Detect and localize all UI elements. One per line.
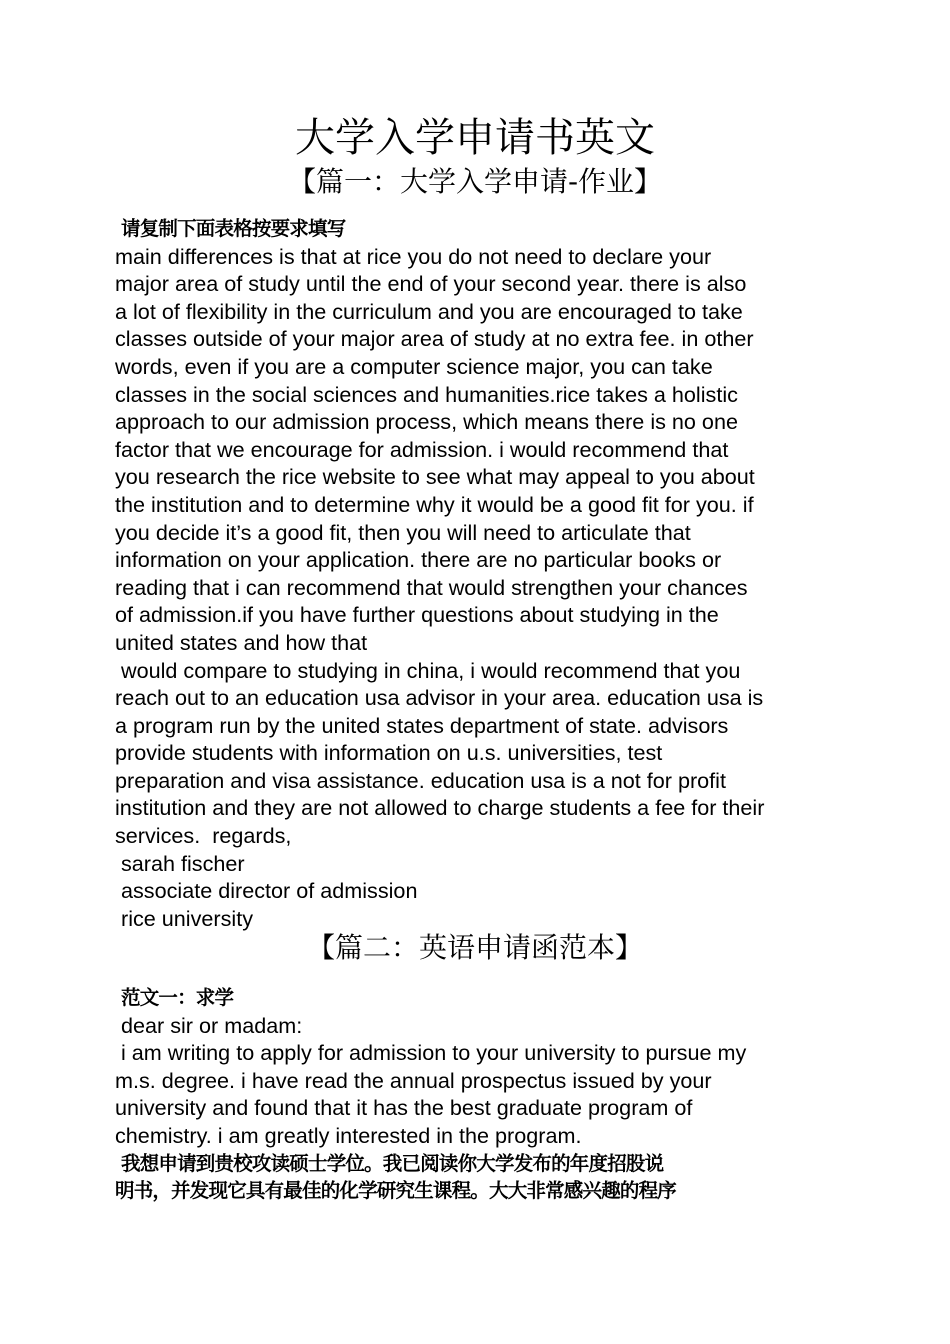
body-line: you research the rice website to see what may appeal to you about [115,464,755,490]
body-line: preparation and visa assistance. education usa is a not for profit [115,767,726,793]
section2-body [115,984,845,1205]
body-line: dear sir or madam: [115,1012,303,1038]
section2-subheading: 范文一：求学 [121,986,234,1009]
section2-heading: 【篇二：英语申请函范本】 [306,931,643,964]
body-line: a program run by the united states department of state. advisors [115,712,729,738]
body-line: institution and they are not allowed to charge students a fee for their [115,795,765,821]
chinese-translation-line: 我想申请到贵校攻读硕士学位。我已阅读你大学发布的年度招股说 [121,1151,664,1175]
signature-org: rice university [115,905,253,931]
document-title: 大学入学申请书英文 [295,115,655,161]
body-line: approach to our admission process, which means there is no one [115,409,738,435]
section1-instruction: 请复制下面表格按要求填写 [121,217,346,240]
body-line: major area of study until the end of your second year. there is also [115,271,747,297]
body-line: factor that we encourage for admission. i would recommend that [115,436,729,462]
body-line: a lot of flexibility in the curriculum and you are encouraged to take [115,298,743,324]
section1-body [115,215,845,932]
body-line: information on your application. there are no particular books or [115,547,722,573]
body-line: main differences is that at rice you do not need to declare your [115,243,712,269]
chinese-translation-line: 明书，并发现它具有最佳的化学研究生课程。大大非常感兴趣的程序 [115,1179,677,1203]
body-line: university and found that it has the best graduate program of [115,1095,693,1121]
body-line: of admission.if you have further questions about studying in the [115,602,719,628]
body-line: classes in the social sciences and humanities.rice takes a holistic [115,381,738,407]
body-line: reading that i can recommend that would strengthen your chances [115,574,748,600]
body-line: reach out to an education usa advisor in your area. education usa is [115,685,764,711]
body-line: you decide it’s a good fit, then you will need to articulate that [115,519,691,545]
body-line: words, even if you are a computer science major, you can take [115,353,713,379]
body-line: would compare to studying in china, i would recommend that you [115,657,741,683]
body-line: i am writing to apply for admission to your university to pursue my [115,1040,747,1066]
body-line: the institution and to determine why it would be a good fit for you. if [115,491,754,517]
body-line: m.s. degree. i have read the annual prospectus issued by your [115,1067,712,1093]
body-line: provide students with information on u.s. universities, test [115,740,663,766]
body-line: classes outside of your major area of study at no extra fee. in other [115,326,754,352]
body-line: services. regards, [115,823,292,849]
body-line: chemistry. i am greatly interested in the program. [115,1122,582,1148]
signature-name: sarah fischer [115,850,245,876]
section1-heading: 【篇一：大学入学申请-作业】 [287,165,663,198]
signature-title: associate director of admission [115,878,418,904]
body-line: united states and how that [115,629,368,655]
